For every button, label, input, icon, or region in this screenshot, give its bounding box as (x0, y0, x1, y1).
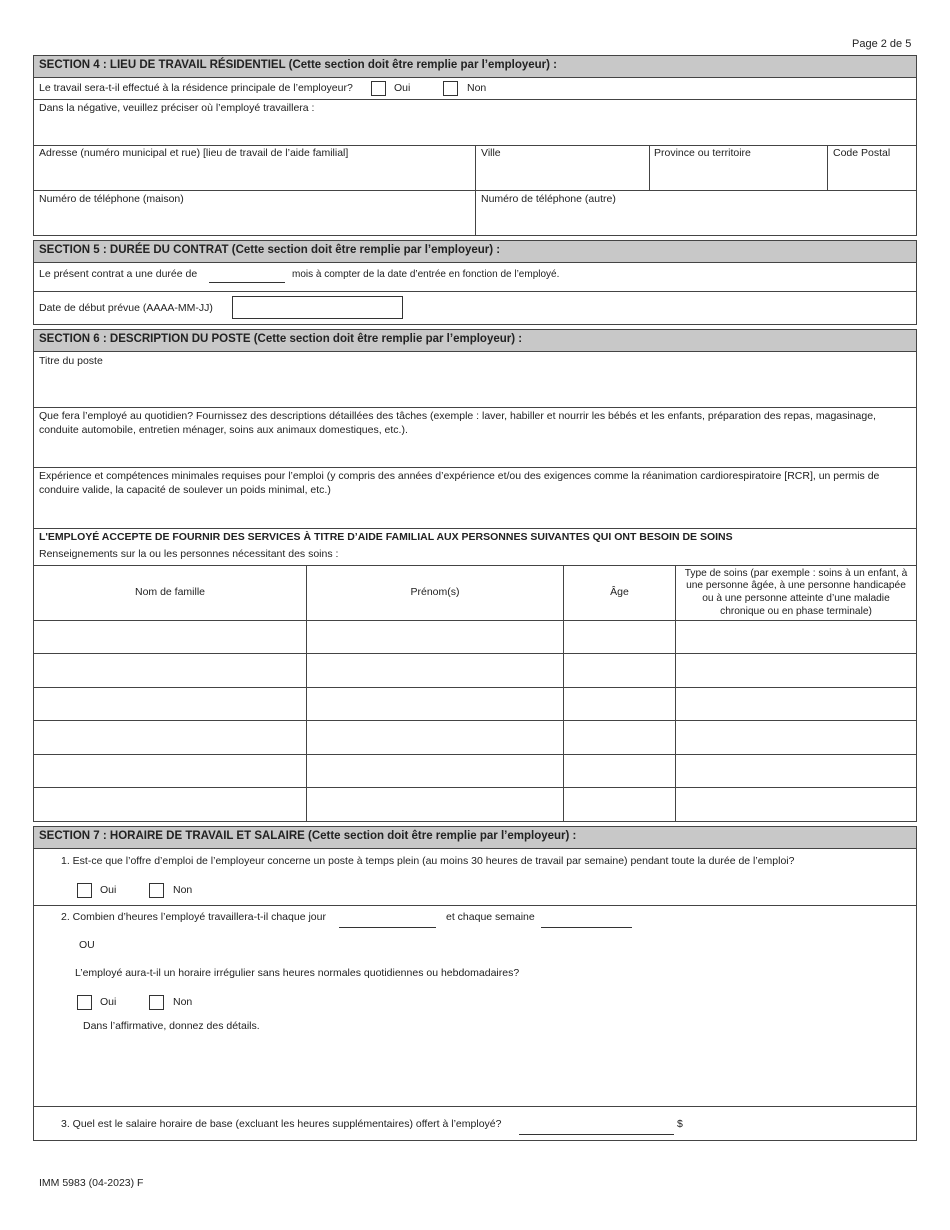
city-field[interactable] (476, 162, 648, 189)
section-5-header: SECTION 5 : DURÉE DU CONTRAT (Cette section doit être remplie par l’employeur) : (33, 240, 917, 263)
irregular-question: L’employé aura-t-il un horaire irrégulier sans heures normales quotidiennes ou hebdomadaires? (75, 967, 520, 979)
fulltime-oui-checkbox[interactable] (77, 883, 92, 898)
details-label: Dans l’affirmative, donnez des détails. (83, 1020, 260, 1032)
section-4-header: SECTION 4 : LIEU DE TRAVAIL RÉSIDENTIEL (Cette section doit être remplie par l’employeur) : (33, 55, 917, 78)
province-field[interactable] (650, 162, 826, 189)
address-label: Adresse (numéro municipal et rue) [lieu de travail de l’aide familial] (39, 147, 349, 159)
page-number: Page 2 de 5 (852, 38, 912, 50)
care-table-row[interactable] (34, 688, 916, 720)
start-date-label: Date de début prévue (AAAA-MM-JJ) (39, 302, 213, 314)
care-table-row[interactable] (34, 621, 916, 653)
details-field[interactable] (80, 1036, 910, 1102)
care-table-row[interactable] (34, 755, 916, 787)
phone-other-label: Numéro de téléphone (autre) (481, 193, 616, 205)
hourly-wage-field[interactable] (519, 1134, 674, 1135)
form-code: IMM 5983 (04-2023) F (39, 1177, 144, 1189)
irregular-non-label: Non (173, 996, 193, 1008)
work-location-field[interactable] (34, 116, 916, 144)
job-title-field[interactable] (34, 370, 916, 406)
phone-home-field[interactable] (34, 208, 474, 235)
phone-other-field[interactable] (476, 208, 916, 235)
hours-per-day-field[interactable] (339, 927, 436, 928)
care-table-row[interactable] (34, 788, 916, 821)
hours-per-week-field[interactable] (541, 927, 632, 928)
fulltime-question: 1. Est-ce que l’offre d’emploi de l’employeur concerne un poste à temps plein (au moins 30 heures de travail par semaine) pendant toute la durée de l’emploi? (61, 855, 795, 867)
hours-question: 2. Combien d’heures l’employé travaillera-t-il chaque jour (61, 911, 326, 923)
main-residence-question: Le travail sera-t-il effectué à la résidence principale de l’employeur? (39, 82, 353, 94)
care-heading: L'EMPLOYÉ ACCEPTE DE FOURNIR DES SERVICES À TITRE D’AIDE FAMILIAL AUX PERSONNES SUIVANTES QUI ONT BESOIN DE SOINS (39, 531, 733, 543)
or-label: OU (79, 939, 95, 951)
care-table-header-care-type: Type de soins (par exemple : soins à un enfant, à une personne âgée, à une personne handicapée ou à une personne atteinte d’une maladie chronique ou en phase terminale) (684, 567, 908, 617)
address-field[interactable] (34, 162, 474, 189)
section-7-header: SECTION 7 : HORAIRE DE TRAVAIL ET SALAIRE (Cette section doit être remplie par l’employeur) : (33, 826, 917, 849)
postal-code-field[interactable] (828, 162, 916, 189)
fulltime-non-label: Non (173, 884, 193, 896)
section-6-header: SECTION 6 : DESCRIPTION DU POSTE (Cette section doit être remplie par l’employeur) : (33, 329, 917, 352)
main-residence-oui-label: Oui (394, 82, 411, 94)
duration-prefix: Le présent contrat a une durée de (39, 268, 198, 280)
main-residence-oui-checkbox[interactable] (371, 81, 386, 96)
duties-field[interactable] (34, 438, 916, 466)
experience-field[interactable] (34, 498, 916, 527)
care-table-header-first-name: Prénom(s) (410, 586, 460, 599)
experience-label: Expérience et compétences minimales requises pour l’emploi (y compris des années d’expérience et/ou des exigences comme la réanimation cardiorespiratoire [RCR], un permis de conduire valide, la capacité de soulever un poids minimal, etc.) (39, 470, 880, 496)
hours-week-label: et chaque semaine (446, 911, 535, 923)
currency-symbol: $ (677, 1118, 683, 1130)
phone-home-label: Numéro de téléphone (maison) (39, 193, 184, 205)
care-subheading: Renseignements sur la ou les personnes nécessitant des soins : (39, 548, 339, 560)
wage-question: 3. Quel est le salaire horaire de base (excluant les heures supplémentaires) offert à l’employé? (61, 1118, 502, 1130)
care-table-header-age: Âge (610, 586, 629, 599)
care-table-row[interactable] (34, 721, 916, 754)
main-residence-non-checkbox[interactable] (443, 81, 458, 96)
work-location-label: Dans la négative, veuillez préciser où l’employé travaillera : (39, 102, 315, 114)
province-label: Province ou territoire (654, 147, 751, 159)
postal-code-label: Code Postal (833, 147, 891, 159)
job-title-label: Titre du poste (39, 355, 103, 367)
main-residence-non-label: Non (467, 82, 487, 94)
duration-months-field[interactable] (209, 282, 285, 283)
fulltime-non-checkbox[interactable] (149, 883, 164, 898)
irregular-oui-label: Oui (100, 996, 117, 1008)
care-table-row[interactable] (34, 654, 916, 687)
care-table-header-last-name: Nom de famille (134, 586, 206, 599)
irregular-non-checkbox[interactable] (149, 995, 164, 1010)
start-date-field[interactable] (232, 296, 403, 319)
fulltime-oui-label: Oui (100, 884, 117, 896)
duties-label: Que fera l’employé au quotidien? Fournissez des descriptions détaillées des tâches (exemple : laver, habiller et nourrir les bébés et les enfants, préparation des repas, magasinage, conduite automobile, entretien ménager, soins aux animaux domestiques, etc.). (39, 410, 876, 436)
city-label: Ville (481, 147, 501, 159)
irregular-oui-checkbox[interactable] (77, 995, 92, 1010)
duration-suffix: mois à compter de la date d’entrée en fonction de l’employé. (292, 269, 560, 280)
